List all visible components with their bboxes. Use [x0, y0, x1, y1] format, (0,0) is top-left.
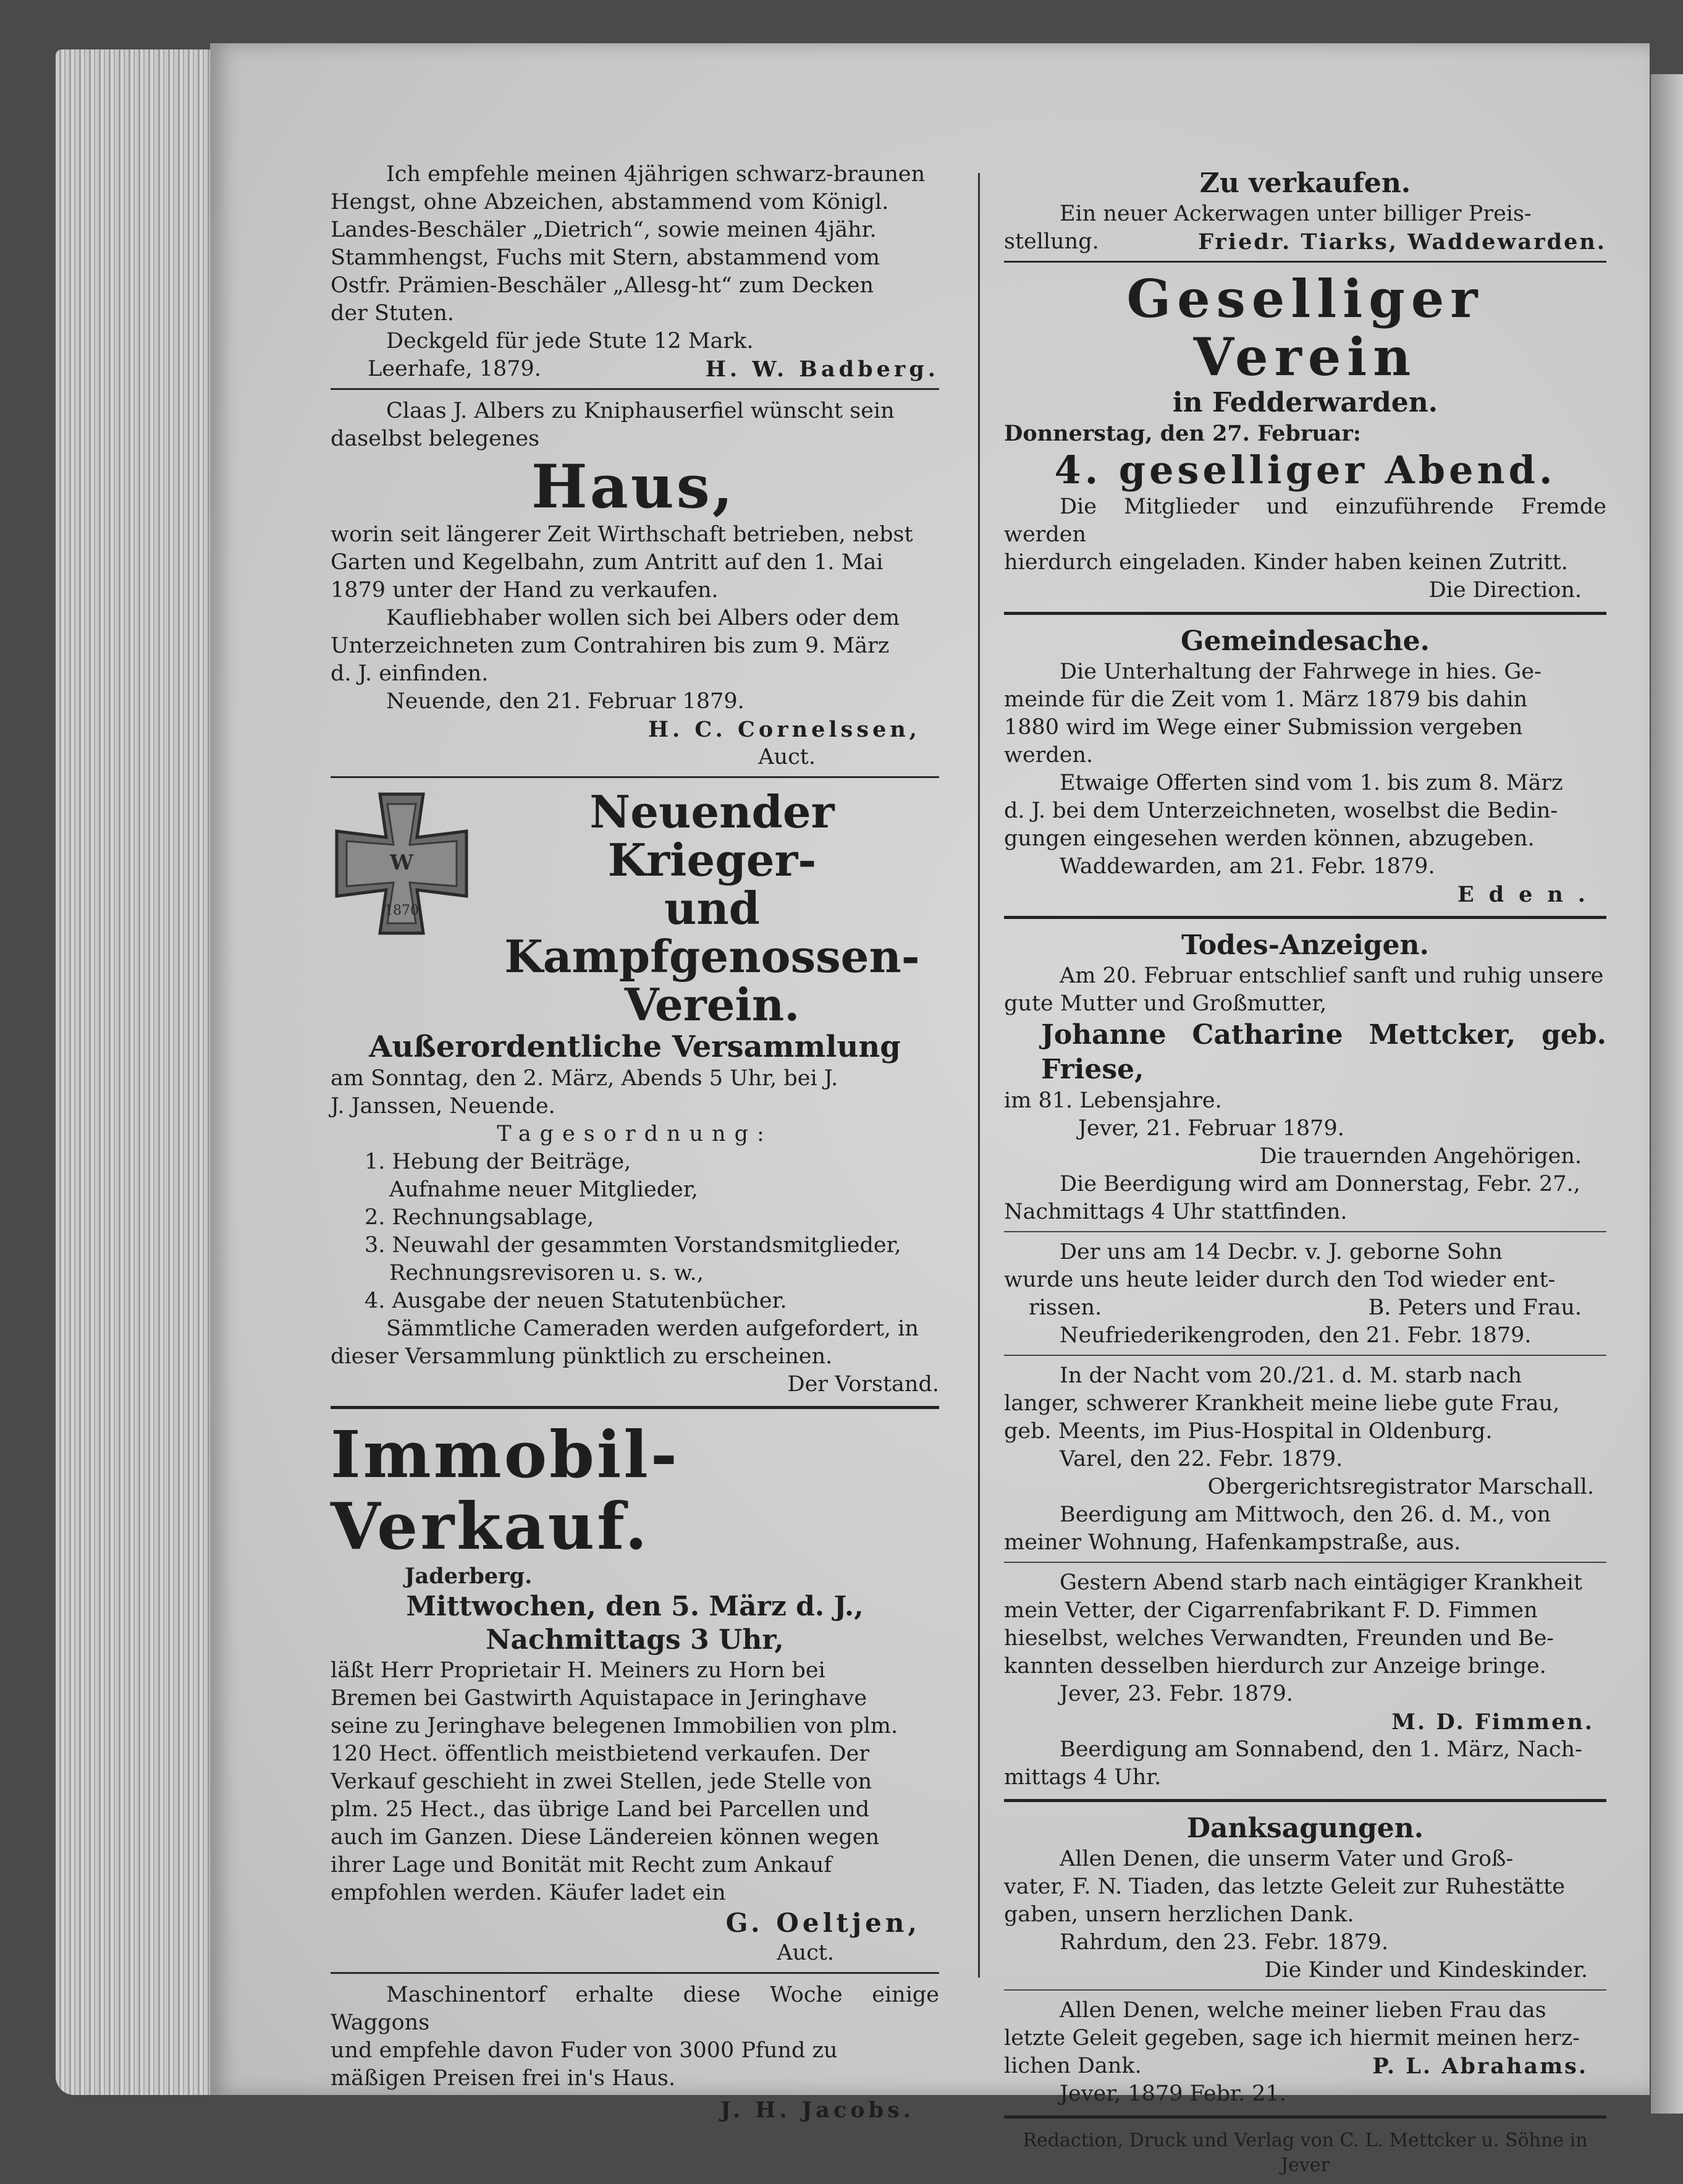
death-notice	[1004, 962, 1606, 1226]
thanks-notices	[1004, 1812, 1606, 2108]
ad-property-sale	[331, 1416, 939, 1967]
club-title: Geselliger Verein	[1126, 268, 1484, 387]
divider	[331, 388, 939, 390]
text-line: gaben, unsern herzlichen Dank.	[1004, 1902, 1354, 1927]
text-line: ihrer Lage und Bonität mit Recht zum Ankauf	[331, 1853, 832, 1877]
text-line: gute Mutter und Großmutter,	[1004, 991, 1327, 1016]
text-line: letzte Geleit gegeben, sage ich hiermit meinen herz-	[1004, 2026, 1580, 2051]
text-line: Der uns am 14 Decbr. v. J. geborne Sohn	[1060, 1240, 1503, 1264]
title-line: Verein.	[624, 978, 800, 1031]
text-line: meinde für die Zeit vom 1. März 1879 bis dahin	[1004, 687, 1528, 712]
text-line: Landes-Beschäler „Dietrich“, sowie meinen 4jähr.	[331, 218, 877, 242]
text-line: werden.	[1004, 743, 1094, 768]
divider	[1004, 1989, 1606, 1991]
text-line: Beerdigung am Mittwoch, den 26. d. M., von	[1060, 1502, 1551, 1527]
text-line: läßt Herr Proprietair H. Meiners zu Horn bei	[331, 1658, 825, 1683]
signature: B. Peters und Frau.	[1368, 1295, 1582, 1320]
column-divider	[978, 173, 980, 1978]
text-line: kannten desselben hierdurch zur Anzeige bringe.	[1004, 1654, 1546, 1678]
agenda-item: Aufnahme neuer Mitglieder,	[389, 1177, 698, 1202]
signature: Obergerichtsregistrator Marschall.	[1207, 1475, 1594, 1499]
agenda-item: Rechnungsrevisoren u. s. w.,	[389, 1261, 704, 1285]
text-line: im 81. Lebensjahre.	[1004, 1088, 1222, 1113]
next-page-edge	[1651, 74, 1683, 2114]
text-line: worin seit längerer Zeit Wirthschaft betrieben, nebst	[331, 522, 913, 547]
ad-headline: Immobil-Verkauf.	[331, 1416, 680, 1564]
text-line: Verkauf geschieht in zwei Stellen, jede Stelle von	[331, 1769, 872, 1794]
text-line: seine zu Jeringhave belegenen Immobilien von plm.	[331, 1714, 898, 1738]
ad-municipal	[1004, 625, 1606, 908]
text-line: In der Nacht vom 20./21. d. M. starb nach	[1060, 1363, 1522, 1388]
signature-row	[1004, 2052, 1606, 2080]
signature: H. C. Cornelssen,	[647, 717, 921, 742]
text-line: lichen Dank.	[1004, 2054, 1142, 2078]
divider	[1004, 612, 1606, 615]
text-line: mäßigen Preisen frei in's Haus.	[331, 2066, 676, 2091]
section-headline: Todes-Anzeigen.	[1181, 929, 1429, 961]
icon-year: 1870	[384, 903, 419, 918]
ad-stallion	[331, 161, 939, 383]
role: Auct.	[777, 1941, 834, 1965]
text-line: vater, F. N. Tiaden, das letzte Geleit zur Ruhestätte	[1004, 1874, 1565, 1899]
text-line: plm. 25 Hect., das übrige Land bei Parcellen und	[331, 1797, 870, 1822]
text-line: Kaufliebhaber wollen sich bei Albers oder dem	[386, 606, 900, 630]
text-line: stellung.	[1004, 229, 1099, 254]
signature: Der Vorstand.	[787, 1372, 939, 1397]
agenda-item: 2. Rechnungsablage,	[365, 1205, 594, 1230]
agenda-item: 3. Neuwahl der gesammten Vorstandsmitglieder,	[365, 1233, 901, 1258]
place: Leerhafe, 1879.	[368, 357, 541, 381]
text-line: Ich empfehle meinen 4jährigen schwarz-braunen	[386, 162, 926, 187]
text-line: Am 20. Februar entschlief sanft und ruhig unsere	[1060, 963, 1604, 988]
text-line: Gestern Abend starb nach eintägiger Krankheit	[1060, 1570, 1583, 1595]
text-line: wurde uns heute leider durch den Tod wieder ent-	[1004, 1268, 1556, 1292]
text-line: Bremen bei Gastwirth Aquistapace in Jeringhave	[331, 1686, 867, 1711]
text-line: hierdurch eingeladen. Kinder haben keinen Zutritt.	[1004, 550, 1568, 575]
club-subtitle: in Fedderwarden.	[1172, 387, 1438, 418]
divider	[331, 1972, 939, 1974]
text-line: auch im Ganzen. Diese Ländereien können wegen	[331, 1825, 880, 1850]
death-notices	[1004, 929, 1606, 1792]
date-line: Waddewarden, am 21. Febr. 1879.	[1060, 854, 1435, 879]
date-line: Rahrdum, den 23. Febr. 1879.	[1060, 1930, 1389, 1955]
ad-peat	[331, 1981, 939, 2124]
signature: Die trauernden Angehörigen.	[1259, 1144, 1582, 1169]
text-line: d. J. einfinden.	[331, 661, 489, 686]
svg-text:W: W	[389, 850, 414, 875]
signature: Eden.	[1457, 882, 1600, 907]
divider	[1004, 2115, 1606, 2118]
signature: G. Oeltjen,	[725, 1908, 921, 1938]
text-line: Nachmittags 4 Uhr stattfinden.	[1004, 1200, 1348, 1224]
divider	[1004, 1231, 1606, 1232]
text-line: am Sonntag, den 2. März, Abends 5 Uhr, bei J.	[331, 1066, 838, 1091]
text-line: 120 Hect. öffentlich meistbietend verkaufen. Der	[331, 1742, 870, 1766]
divider	[1004, 1355, 1606, 1356]
text-line: Allen Denen, welche meiner lieben Frau das	[1060, 1998, 1546, 2023]
signature: M. D. Fimmen.	[1391, 1709, 1594, 1735]
place-line: Jaderberg.	[405, 1564, 533, 1589]
ad-for-sale	[1004, 167, 1606, 256]
divider	[1004, 1799, 1606, 1802]
signature: Friedr. Tiarks, Waddewarden.	[1198, 229, 1606, 255]
date-line: Neuende, den 21. Februar 1879.	[386, 689, 744, 714]
text-line: J. Janssen, Neuende.	[331, 1094, 555, 1119]
text-line: 1879 unter der Hand zu verkaufen.	[331, 578, 719, 603]
role: Auct.	[758, 745, 816, 769]
signature: Die Direction.	[1428, 578, 1582, 603]
ad-headline: Zu verkaufen.	[1199, 167, 1411, 199]
death-notice	[1004, 1569, 1606, 1792]
section-headline: Danksagungen.	[1186, 1813, 1424, 1844]
text-line: Etwaige Offerten sind vom 1. bis zum 8. März	[1060, 771, 1563, 795]
text-line: mein Vetter, der Cigarrenfabrikant F. D. Fimmen	[1004, 1598, 1538, 1623]
agenda-list	[331, 1148, 939, 1315]
text-line: Die Beerdigung wird am Donnerstag, Febr. 27.,	[1060, 1172, 1580, 1196]
date-line: Neufriederikengroden, den 21. Febr. 1879.	[1060, 1323, 1532, 1348]
thanks-notice	[1004, 1997, 1606, 2108]
text-line: Stammhengst, Fuchs mit Stern, abstammend vom	[331, 245, 880, 270]
ad-haus	[331, 397, 939, 771]
event-line: 4. geselliger Abend.	[1054, 447, 1556, 493]
deceased-name: Johanne Catharine Mettcker, geb. Friese,	[1041, 1019, 1606, 1085]
title-line: Neuender Krieger-	[589, 785, 835, 886]
signature-row	[331, 355, 939, 383]
title-line: und Kampfgenossen-	[504, 882, 920, 983]
death-notice	[1004, 1362, 1606, 1557]
thanks-notice	[1004, 1845, 1606, 1984]
date-line: Jever, 23. Febr. 1879.	[1060, 1682, 1293, 1706]
text-line: und empfehle davon Fuder von 3000 Pfund zu	[331, 2038, 838, 2063]
text-line: Garten und Kegelbahn, zum Antritt auf den 1. Mai	[331, 550, 884, 575]
club-header	[331, 785, 939, 1031]
text-line: dieser Versammlung pünktlich zu erscheinen.	[331, 1344, 833, 1369]
agenda-title: Tagesordnung:	[497, 1122, 773, 1146]
death-notice	[1004, 1238, 1606, 1350]
text-line: Die Unterhaltung der Fahrwege in hies. Ge-	[1060, 659, 1542, 684]
divider	[1004, 1562, 1606, 1563]
text-line: empfohlen werden. Käufer ladet ein	[331, 1881, 726, 1905]
text-line: geb. Meents, im Pius-Hospital in Oldenburg.	[1004, 1419, 1493, 1444]
agenda-item: 4. Ausgabe der neuen Statutenbücher.	[365, 1289, 787, 1313]
divider	[331, 776, 939, 778]
text-line: mittags 4 Uhr.	[1004, 1765, 1162, 1790]
date-line: Donnerstag, den 27. Februar:	[1004, 421, 1361, 446]
text-line: Beerdigung am Sonnabend, den 1. März, Nach-	[1060, 1737, 1582, 1762]
divider	[331, 1406, 939, 1409]
signature-row	[1004, 1294, 1606, 1322]
text-line: Ein neuer Ackerwagen unter billiger Preis-	[1060, 201, 1532, 226]
fee-line: Deckgeld für jede Stute 12 Mark.	[386, 329, 754, 353]
text-line: hieselbst, welches Verwandten, Freunden und Be-	[1004, 1626, 1554, 1651]
signature: Die Kinder und Kindeskinder.	[1264, 1958, 1588, 1983]
divider	[1004, 916, 1606, 919]
right-column	[1004, 111, 1606, 2178]
text-line: rissen.	[1029, 1295, 1102, 1320]
text-line: Unterzeichneten zum Contrahiren bis zum 9. März	[331, 633, 890, 658]
ad-veterans-club	[331, 785, 939, 1399]
date-line: Mittwochen, den 5. März d. J.,	[406, 1591, 864, 1622]
text-line: Ostfr. Prämien-Beschäler „Allesg-ht“ zum Decken	[331, 273, 874, 298]
ad-headline: Haus,	[531, 452, 736, 522]
text-line: langer, schwerer Krankheit meine liebe gute Frau,	[1004, 1391, 1560, 1416]
agenda-item: 1. Hebung der Beiträge,	[365, 1149, 631, 1174]
text-line: Hengst, ohne Abzeichen, abstammend vom Königl.	[331, 190, 889, 214]
imprint: Redaction, Druck und Verlag von C. L. Mettcker u. Söhne in Jever	[1023, 2130, 1588, 2176]
date-line: Jever, 21. Februar 1879.	[1078, 1116, 1344, 1141]
text-line: Die Mitglieder und einzuführende Fremde werden	[1004, 494, 1606, 547]
text-line: meiner Wohnung, Hafenkampstraße, aus.	[1004, 1530, 1461, 1555]
text-line: gungen eingesehen werden können, abzugeben.	[1004, 826, 1535, 851]
text-line: Claas J. Albers zu Kniphauserfiel wünscht sein	[386, 399, 895, 423]
text-line: Maschinentorf erhalte diese Woche einige Waggons	[331, 1983, 939, 2035]
signature: P. L. Abrahams.	[1372, 2054, 1588, 2079]
time-line: Nachmittags 3 Uhr,	[486, 1624, 784, 1656]
text-line: 1880 wird im Wege einer Submission vergeben	[1004, 715, 1523, 740]
signature: H. W. Badberg.	[705, 357, 939, 382]
ad-social-club	[1004, 270, 1606, 604]
text-line: Allen Denen, die unserm Vater und Groß-	[1060, 1847, 1514, 1871]
text-line: Sämmtliche Cameraden werden aufgefordert, in	[386, 1316, 919, 1341]
ad-headline: Gemeindesache.	[1181, 625, 1430, 657]
signature: J. H. Jacobs.	[720, 2097, 914, 2123]
text-line: der Stuten.	[331, 301, 455, 326]
text-line: d. J. bei dem Unterzeichneten, woselbst die Bedin-	[1004, 798, 1558, 823]
left-column	[331, 111, 939, 2124]
meeting-subtitle: Außerordentliche Versammlung	[369, 1030, 901, 1064]
date-line: Jever, 1879 Febr. 21.	[1060, 2081, 1286, 2106]
divider	[1004, 261, 1606, 263]
text-line: daselbst belegenes	[331, 426, 540, 451]
signature-row	[1004, 228, 1606, 256]
date-line: Varel, den 22. Febr. 1879.	[1060, 1447, 1343, 1471]
iron-cross-icon	[331, 788, 473, 939]
club-title	[485, 785, 939, 1031]
